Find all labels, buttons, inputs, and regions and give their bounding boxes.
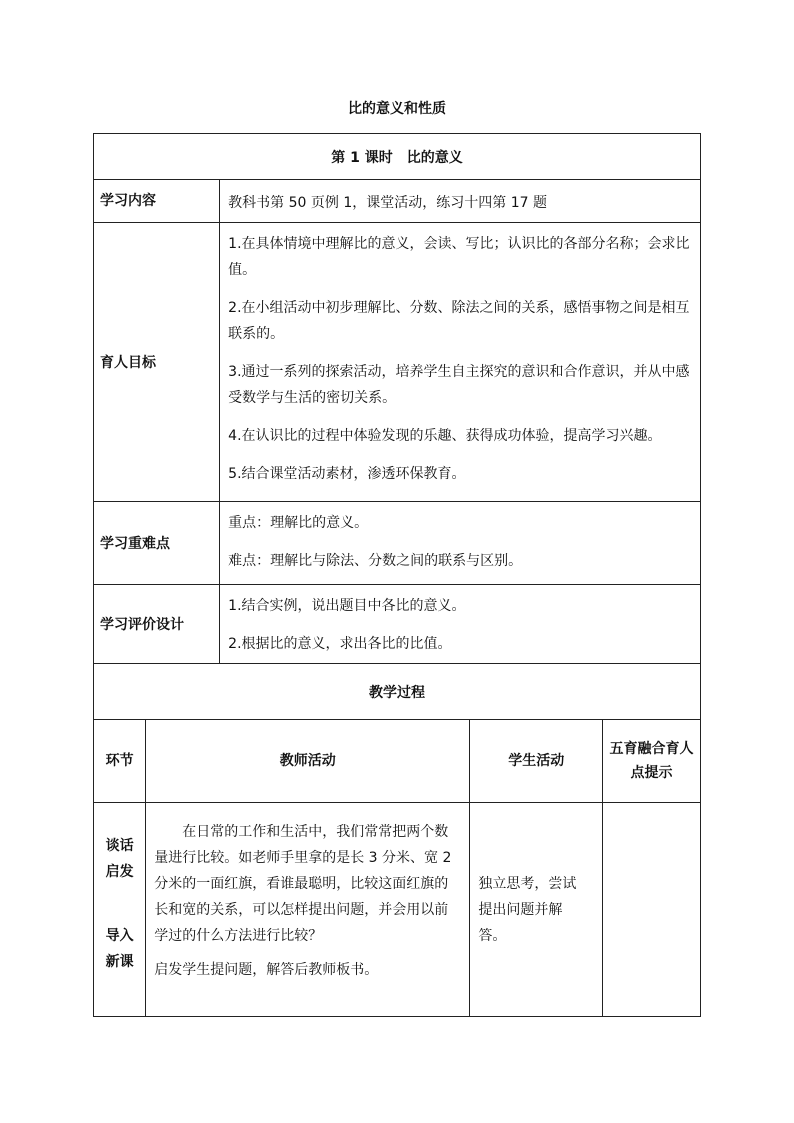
teacher-paragraph: 启发学生提问题，解答后教师板书。 (154, 962, 379, 978)
evaluation-list (220, 585, 701, 664)
content-text-line: 教科书第 50 页例 1，课堂活动，练习十四第 17 题 (228, 195, 547, 211)
evaluation-row (94, 585, 701, 664)
stage-cell (94, 803, 146, 1017)
lesson-title-row (94, 134, 701, 180)
stage-gap (94, 885, 145, 923)
goals-label: 育人目标 (94, 223, 220, 502)
content-text (220, 180, 701, 223)
goal-item: 3.通过一系列的探索活动，培养学生自主探究的意识和合作意识，并从中感受数学与生活的密切关系。 (228, 364, 690, 406)
evaluation-label: 学习评价设计 (94, 585, 220, 664)
keypoint-item: 难点：理解比与除法、分数之间的联系与区别。 (228, 553, 523, 569)
lesson-plan-table (93, 133, 701, 1017)
stage-text: 导入 (105, 928, 134, 944)
process-row (94, 803, 701, 1017)
goal-item: 2.在小组活动中初步理解比、分数、除法之间的关系，感悟事物之间是相互联系的。 (228, 300, 690, 342)
goals-list (220, 223, 701, 502)
keypoints-list (220, 502, 701, 585)
evaluation-item: 1.结合实例，说出题目中各比的意义。 (228, 598, 466, 614)
content-label: 学习内容 (94, 180, 220, 223)
process-title-row (94, 664, 701, 720)
process-header-row (94, 720, 701, 803)
stage-text: 启发 (105, 864, 134, 880)
tips-header: 五育融合育人点提示 (603, 720, 701, 803)
goals-row (94, 223, 701, 502)
student-header: 学生活动 (470, 720, 603, 803)
keypoints-label: 学习重难点 (94, 502, 220, 585)
teacher-paragraph: 在日常的工作和生活中，我们常常把两个数量进行比较。如老师手里拿的是长 3 分米、宽 2 分米的一面红旗，看谁最聪明，比较这面红旗的长和宽的关系，可以怎样提出问题，并会用以前学过的什么方法进行比较？ (154, 824, 452, 944)
keypoints-row (94, 502, 701, 585)
evaluation-item: 2.根据比的意义，求出各比的比值。 (228, 636, 452, 652)
goal-item: 4.在认识比的过程中体验发现的乐趣、获得成功体验，提高学习兴趣。 (228, 428, 662, 444)
tips-cell (603, 803, 701, 1017)
document-title: 比的意义和性质 (348, 101, 446, 117)
teacher-header: 教师活动 (146, 720, 470, 803)
stage-text: 新课 (105, 954, 134, 970)
stage-header: 环节 (94, 720, 146, 803)
process-title: 教学过程 (94, 664, 701, 720)
stage-text: 谈话 (105, 838, 134, 854)
lesson-title: 第 1 课时 比的意义 (94, 134, 701, 180)
keypoint-item: 重点：理解比的意义。 (228, 515, 369, 531)
goal-item: 5.结合课堂活动素材，渗透环保教育。 (228, 466, 466, 482)
content-row (94, 180, 701, 223)
teacher-activity (146, 803, 470, 1017)
goal-item: 1.在具体情境中理解比的意义，会读、写比；认识比的各部分名称；会求比值。 (228, 236, 690, 278)
student-activity: 独立思考，尝试提出问题并解答。 (470, 803, 603, 1017)
